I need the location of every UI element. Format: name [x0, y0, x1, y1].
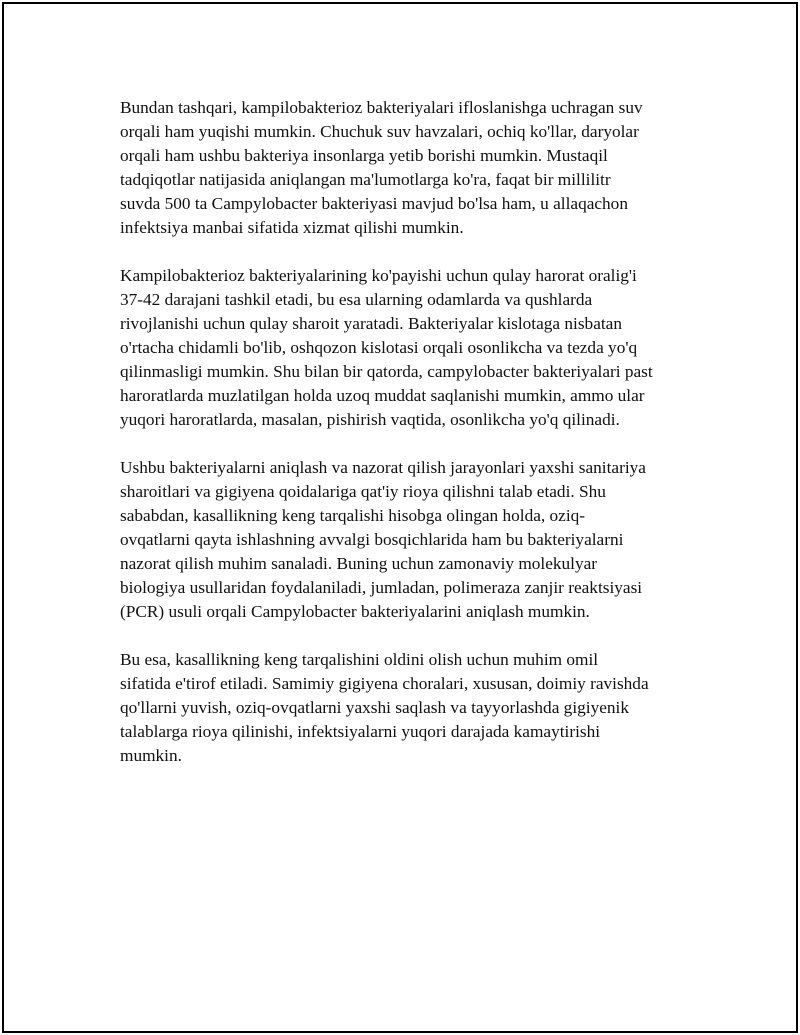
text-line: infektsiya manbai sifatida xizmat qilishi mumkin. — [120, 218, 464, 237]
paragraph-2 — [120, 264, 700, 432]
text-line: biologiya usullaridan foydalaniladi, jumladan, polimeraza zanjir reaktsiyasi — [120, 578, 643, 597]
text-line: yuqori haroratlarda, masalan, pishirish vaqtida, osonlikcha yo'q qilinadi. — [120, 410, 620, 429]
text-line: Bu esa, kasallikning keng tarqalishini oldini olish uchun muhim omil — [120, 650, 599, 669]
text-line: sababdan, kasallikning keng tarqalishi hisobga olingan holda, oziq- — [120, 506, 586, 525]
paragraph-3 — [120, 456, 700, 624]
text-line: sifatida e'tirof etiladi. Samimiy gigiyena choralari, xususan, doimiy ravishda — [120, 674, 649, 693]
text-line: orqali ham yuqishi mumkin. Chuchuk suv havzalari, ochiq ko'llar, daryolar — [120, 122, 639, 141]
text-line: rivojlanishi uchun qulay sharoit yaratadi. Bakteriyalar kislotaga nisbatan — [120, 314, 622, 333]
text-line: mumkin. — [120, 746, 182, 765]
text-line: qo'llarni yuvish, oziq-ovqatlarni yaxshi saqlash va tayyorlashda gigiyenik — [120, 698, 629, 717]
page-frame — [2, 2, 798, 1033]
text-line: ovqatlarni qayta ishlashning avvalgi bosqichlarida ham bu bakteriyalarni — [120, 530, 624, 549]
text-line: Bundan tashqari, kampilobakterioz bakteriyalari ifloslanishga uchragan suv — [120, 98, 643, 117]
text-line: (PCR) usuli orqali Campylobacter bakteriyalarini aniqlash mumkin. — [120, 602, 590, 621]
paragraph-1 — [120, 96, 700, 240]
text-line: tadqiqotlar natijasida aniqlangan ma'lumotlarga ko'ra, faqat bir millilitr — [120, 170, 611, 189]
text-line: orqali ham ushbu bakteriya insonlarga yetib borishi mumkin. Mustaqil — [120, 146, 608, 165]
text-line: talablarga rioya qilinishi, infektsiyalarni yuqori darajada kamaytirishi — [120, 722, 601, 741]
text-line: sharoitlari va gigiyena qoidalariga qat'iy rioya qilishni talab etadi. Shu — [120, 482, 606, 501]
paragraph-4 — [120, 648, 700, 768]
text-line: Kampilobakterioz bakteriyalarining ko'payishi uchun qulay harorat oralig'i — [120, 266, 637, 285]
text-line: Ushbu bakteriyalarni aniqlash va nazorat qilish jarayonlari yaxshi sanitariya — [120, 458, 646, 477]
text-line: suvda 500 ta Campylobacter bakteriyasi mavjud bo'lsa ham, u allaqachon — [120, 194, 628, 213]
text-line: nazorat qilish muhim sanaladi. Buning uchun zamonaviy molekulyar — [120, 554, 598, 573]
text-line: haroratlarda muzlatilgan holda uzoq muddat saqlanishi mumkin, ammo ular — [120, 386, 645, 405]
text-line: o'rtacha chidamli bo'lib, oshqozon kislotasi orqali osonlikcha va tezda yo'q — [120, 338, 638, 357]
text-line: qilinmasligi mumkin. Shu bilan bir qatorda, campylobacter bakteriyalari past — [120, 362, 653, 381]
text-line: 37-42 darajani tashkil etadi, bu esa ularning odamlarda va qushlarda — [120, 290, 593, 309]
document-body — [120, 96, 700, 792]
